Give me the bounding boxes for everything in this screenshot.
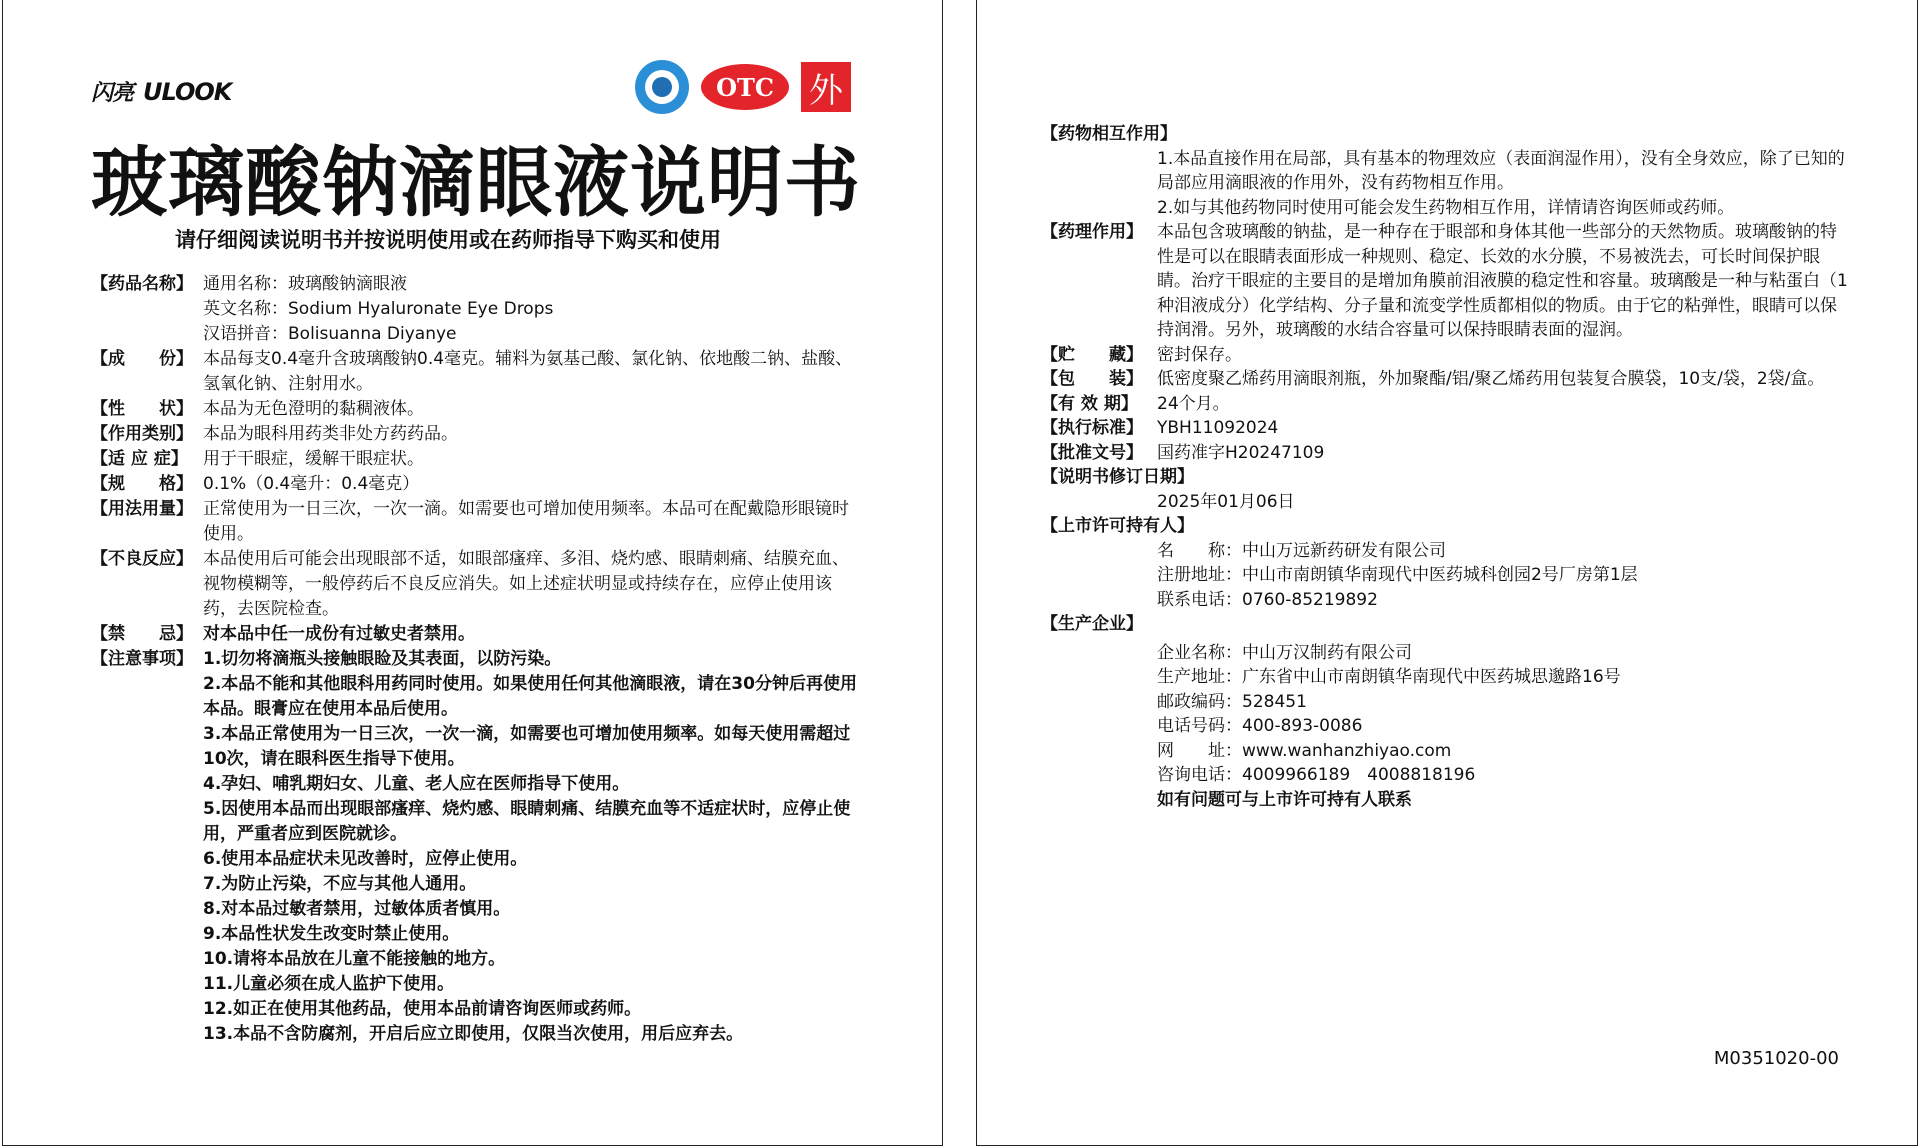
manufacturer-label: 【生产企业】 [1041, 614, 1143, 634]
manufacturer-hotline: 咨询电话：4009966189 4008818196 [1157, 765, 1476, 785]
note-item: 6.使用本品症状未见改善时，应停止使用。 [203, 849, 528, 869]
generic-name: 通用名称：玻璃酸钠滴眼液 [203, 274, 407, 294]
note-item: 13.本品不含防腐剂，开启后应立即使用，仅限当次使用，用后应弃去。 [203, 1024, 744, 1044]
interaction-item: 2.如与其他药物同时使用可能会发生药物相互作用，详情请咨询医师或药师。 [1157, 197, 1735, 218]
holder-info [1041, 539, 1851, 613]
holder-phone: 联系电话：0760-85219892 [1157, 589, 1378, 610]
indications-text: 用于干眼症，缓解干眼症状。 [203, 449, 424, 469]
interaction-item: 1.本品直接作用在局部，具有基本的物理效应（表面润湿作用），没有全身效应，除了已知的局部应用滴眼液的作用外，没有药物相互作用。 [1157, 148, 1845, 193]
certification-logos [635, 60, 851, 114]
left-content [91, 272, 861, 1047]
usage-label: 【用法用量】 [91, 499, 193, 519]
adverse-label: 【不良反应】 [91, 549, 193, 569]
note-item: 5.因使用本品而出现眼部瘙痒、烧灼感、眼睛刺痛、结膜充血等不适症状时，应停止使用，严重者应到医院就诊。 [203, 799, 851, 844]
note-item: 4.孕妇、哺乳期妇女、儿童、老人应在医师指导下使用。 [203, 774, 630, 794]
validity-label: 【有 效 期】 [1041, 393, 1138, 414]
properties-row [91, 397, 861, 422]
storage-row [1041, 343, 1851, 368]
contraindications-text: 对本品中任一成份有过敏史者禁用。 [203, 624, 475, 644]
interactions-label: 【药物相互作用】 [1041, 124, 1177, 144]
document-code: M0351020-00 [1713, 1048, 1839, 1069]
composition-label: 【成 份】 [91, 349, 193, 369]
brand-en: ULOOK [143, 78, 232, 106]
english-name: 英文名称：Sodium Hyaluronate Eye Drops [203, 299, 554, 319]
composition-text: 本品每支0.4毫升含玻璃酸钠0.4毫克。辅料为氨基己酸、氯化钠、依地酸二钠、盐酸、氢氧化钠、注射用水。 [203, 349, 853, 394]
package-row [1041, 367, 1851, 392]
otc-badge: OTC [701, 64, 789, 110]
note-item: 10.请将本品放在儿童不能接触的地方。 [203, 949, 506, 969]
manufacturer-phone: 电话号码：400-893-0086 [1157, 716, 1363, 736]
storage-label: 【贮 藏】 [1041, 344, 1143, 365]
spec-row [91, 472, 861, 497]
manufacturer-info [1041, 641, 1851, 813]
manufacturer-name: 企业名称：中山万汉制药有限公司 [1157, 642, 1412, 663]
contact-note: 如有问题可与上市许可持有人联系 [1157, 789, 1412, 810]
notes-list [203, 647, 861, 1047]
note-item: 1.切勿将滴瓶头接触眼睑及其表面，以防污染。 [203, 649, 562, 669]
note-item: 7.为防止污染，不应与其他人通用。 [203, 874, 477, 894]
approval-text: 国药准字H20247109 [1157, 442, 1325, 463]
spec-text: 0.1%（0.4毫升：0.4毫克） [203, 474, 420, 494]
drug-name-label: 【药品名称】 [91, 274, 193, 294]
note-item: 3.本品正常使用为一日三次，一次一滴，如需要也可增加使用频率。如每天使用需超过10次，请在眼科医生指导下使用。 [203, 724, 851, 769]
package-text: 低密度聚乙烯药用滴眼剂瓶，外加聚酯/铝/聚乙烯药用包装复合膜袋，10支/袋，2袋/盒。 [1157, 369, 1825, 389]
pharmacology-row [1041, 220, 1851, 343]
usage-row [91, 497, 861, 547]
indications-label: 【适 应 症】 [91, 449, 188, 469]
note-item: 11.儿童必须在成人监护下使用。 [203, 974, 455, 994]
brand-cn: 闪亮 [91, 81, 134, 106]
note-item: 8.对本品过敏者禁用，过敏体质者慎用。 [203, 899, 511, 919]
approval-label: 【批准文号】 [1041, 442, 1143, 463]
notes-label: 【注意事项】 [91, 649, 193, 669]
contraindications-label: 【禁 忌】 [91, 624, 193, 644]
category-row [91, 422, 861, 447]
properties-text: 本品为无色澄明的黏稠液体。 [203, 399, 424, 419]
page-title: 玻璃酸钠滴眼液说明书 [91, 138, 861, 227]
usage-text: 正常使用为一日三次，一次一滴。如需要也可增加使用频率。本品可在配戴隐形眼镜时使用。 [203, 499, 849, 544]
package-label: 【包 装】 [1041, 369, 1143, 389]
note-item: 2.本品不能和其他眼科用药同时使用。如果使用任何其他滴眼液，请在30分钟后再使用本品。眼膏应在使用本品后使用。 [203, 674, 857, 719]
holder-address: 注册地址：中山市南朗镇华南现代中医药城科创园2号厂房第1层 [1157, 565, 1638, 585]
brand-logo [91, 76, 231, 107]
revision-label: 【说明书修订日期】 [1041, 467, 1194, 487]
right-content [1041, 122, 1851, 812]
adverse-row [91, 547, 861, 622]
right-page [976, 0, 1918, 1146]
external-use-badge: 外 [801, 62, 851, 112]
spec-label: 【规 格】 [91, 474, 193, 494]
left-page [2, 0, 943, 1146]
drug-name-row [91, 272, 861, 347]
notes-row [91, 647, 861, 1047]
validity-text: 24个月。 [1157, 393, 1230, 414]
standard-row [1041, 416, 1851, 441]
manufacturer-postcode: 邮政编码：528451 [1157, 691, 1307, 712]
subtitle: 请仔细阅读说明书并按说明使用或在药师指导下购买和使用 [175, 228, 721, 252]
safe-medication-logo-icon [635, 60, 689, 114]
category-label: 【作用类别】 [91, 424, 193, 444]
interactions-list [1041, 147, 1851, 221]
pharmacology-text: 本品包含玻璃酸的钠盐，是一种存在于眼部和身体其他一些部分的天然物质。玻璃酸钠的特性是可以在眼睛表面形成一种规则、稳定、长效的水分膜，不易被洗去，可长时间保护眼睛。治疗干眼症的主要目的是增加角膜前泪液膜的稳定性和容量。玻璃酸是一种与粘蛋白（1种泪液成分）化学结构、分子量和流变学性质都相似的物质。由于它的粘弹性，眼睛可以保持润滑。另外，玻璃酸的水结合容量可以保持眼睛表面的湿润。 [1157, 222, 1848, 340]
pinyin-name: 汉语拼音：Bolisuanna Diyanye [203, 324, 457, 344]
standard-label: 【执行标准】 [1041, 418, 1143, 438]
standard-text: YBH11092024 [1157, 418, 1279, 438]
pharmacology-label: 【药理作用】 [1041, 222, 1143, 242]
revision-date: 2025年01月06日 [1157, 491, 1295, 512]
contraindications-row [91, 622, 861, 647]
adverse-text: 本品使用后可能会出现眼部不适，如眼部瘙痒、多泪、烧灼感、眼睛刺痛、结膜充血、视物模糊等，一般停药后不良反应消失。如上述症状明显或持续存在，应停止使用该药，去医院检查。 [203, 549, 849, 619]
validity-row [1041, 392, 1851, 417]
indications-row [91, 447, 861, 472]
properties-label: 【性 状】 [91, 399, 193, 419]
approval-row [1041, 441, 1851, 466]
storage-text: 密封保存。 [1157, 344, 1242, 365]
composition-row [91, 347, 861, 397]
holder-name: 名 称：中山万远新药研发有限公司 [1157, 540, 1446, 561]
note-item: 9.本品性状发生改变时禁止使用。 [203, 924, 460, 944]
holder-label: 【上市许可持有人】 [1041, 516, 1194, 536]
manufacturer-website: 网 址：www.wanhanzhiyao.com [1157, 740, 1452, 761]
note-item: 12.如正在使用其他药品，使用本品前请咨询医师或药师。 [203, 999, 642, 1019]
category-text: 本品为眼科用药类非处方药药品。 [203, 424, 458, 444]
manufacturer-address: 生产地址：广东省中山市南朗镇华南现代中医药城思邈路16号 [1157, 667, 1621, 687]
